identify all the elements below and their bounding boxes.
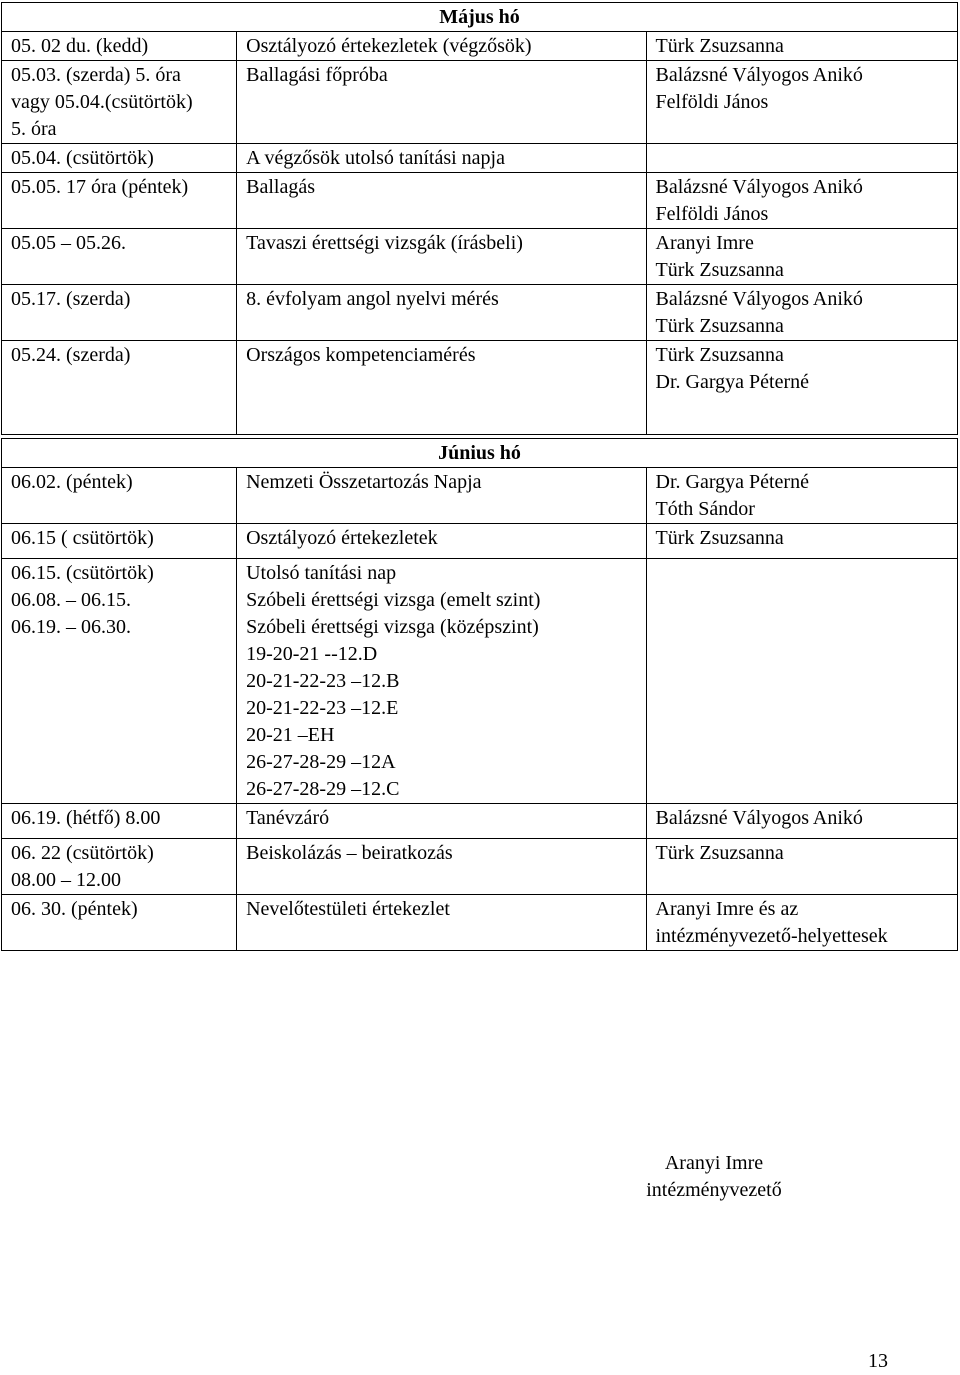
responsible-cell: Türk Zsuzsanna [646, 839, 958, 895]
responsible-cell: Balázsné Vályogos Anikó Türk Zsuzsanna [646, 285, 957, 341]
responsible-cell: Balázsné Vályogos Anikó Felföldi János [646, 173, 957, 229]
table-row [2, 341, 958, 435]
signature-block [600, 1150, 828, 1204]
responsible-cell [646, 559, 958, 804]
event-cell: Osztályozó értekezletek [237, 524, 646, 559]
date-cell: 06. 30. (péntek) [2, 895, 237, 951]
event-cell: A végzősök utolsó tanítási napja [237, 144, 646, 173]
signature-role: intézményvezető [646, 1179, 782, 1201]
date-cell: 05.04. (csütörtök) [2, 144, 237, 173]
date-cell: 05.05 – 05.26. [2, 229, 237, 285]
responsible-cell: Aranyi Imre és az intézményvezető-helyettesek [646, 895, 958, 951]
june-schedule-table [1, 438, 958, 951]
event-cell: 8. évfolyam angol nyelvi mérés [237, 285, 646, 341]
date-cell: 05.03. (szerda) 5. óra vagy 05.04.(csütörtök) 5. óra [2, 61, 237, 144]
event-cell: Országos kompetenciamérés [237, 341, 646, 435]
table-row [2, 229, 958, 285]
table-row [2, 559, 958, 804]
month-title-may: Május hó [2, 3, 958, 32]
event-cell: Nevelőtestületi értekezlet [237, 895, 646, 951]
event-cell: Ballagás [237, 173, 646, 229]
responsible-cell: Balázsné Vályogos Anikó [646, 804, 958, 839]
date-cell: 06.15 ( csütörtök) [2, 524, 237, 559]
table-row [2, 173, 958, 229]
event-cell: Nemzeti Összetartozás Napja [237, 468, 646, 524]
table-row [2, 144, 958, 173]
table-row [2, 524, 958, 559]
month-title-june: Június hó [2, 439, 958, 468]
table-row [2, 895, 958, 951]
date-cell: 06.02. (péntek) [2, 468, 237, 524]
event-cell: Utolsó tanítási nap Szóbeli érettségi vizsga (emelt szint) Szóbeli érettségi vizsga (középszint) 19-20-21 --12.D 20-21-22-23 –12.B 20-21-22-23 –12.E 20-21 –EH 26-27-28-29 –12A 26-27-28-29 –12.C [237, 559, 646, 804]
date-cell: 05.24. (szerda) [2, 341, 237, 435]
responsible-cell [646, 144, 957, 173]
table-row [2, 61, 958, 144]
responsible-cell: Türk Zsuzsanna [646, 32, 957, 61]
responsible-cell: Dr. Gargya Péterné Tóth Sándor [646, 468, 958, 524]
signature-name: Aranyi Imre [664, 1152, 764, 1174]
responsible-cell: Aranyi Imre Türk Zsuzsanna [646, 229, 957, 285]
table-row [2, 804, 958, 839]
event-cell: Tavaszi érettségi vizsgák (írásbeli) [237, 229, 646, 285]
month-header-row [2, 3, 958, 32]
responsible-cell: Türk Zsuzsanna [646, 524, 958, 559]
date-cell: 06. 22 (csütörtök) 08.00 – 12.00 [2, 839, 237, 895]
event-cell: Osztályozó értekezletek (végzősök) [237, 32, 646, 61]
date-cell: 05.17. (szerda) [2, 285, 237, 341]
responsible-cell: Balázsné Vályogos Anikó Felföldi János [646, 61, 957, 144]
event-cell: Ballagási főpróba [237, 61, 646, 144]
table-row [2, 32, 958, 61]
may-schedule-table [1, 2, 958, 435]
date-cell: 05. 02 du. (kedd) [2, 32, 237, 61]
event-cell: Tanévzáró [237, 804, 646, 839]
event-cell: Beiskolázás – beiratkozás [237, 839, 646, 895]
page-number: 13 [868, 1350, 888, 1372]
responsible-cell: Türk Zsuzsanna Dr. Gargya Péterné [646, 341, 957, 435]
table-row [2, 839, 958, 895]
date-cell: 06.15. (csütörtök) 06.08. – 06.15. 06.19. – 06.30. [2, 559, 237, 804]
month-header-row [2, 439, 958, 468]
table-row [2, 468, 958, 524]
table-row [2, 285, 958, 341]
date-cell: 06.19. (hétfő) 8.00 [2, 804, 237, 839]
date-cell: 05.05. 17 óra (péntek) [2, 173, 237, 229]
